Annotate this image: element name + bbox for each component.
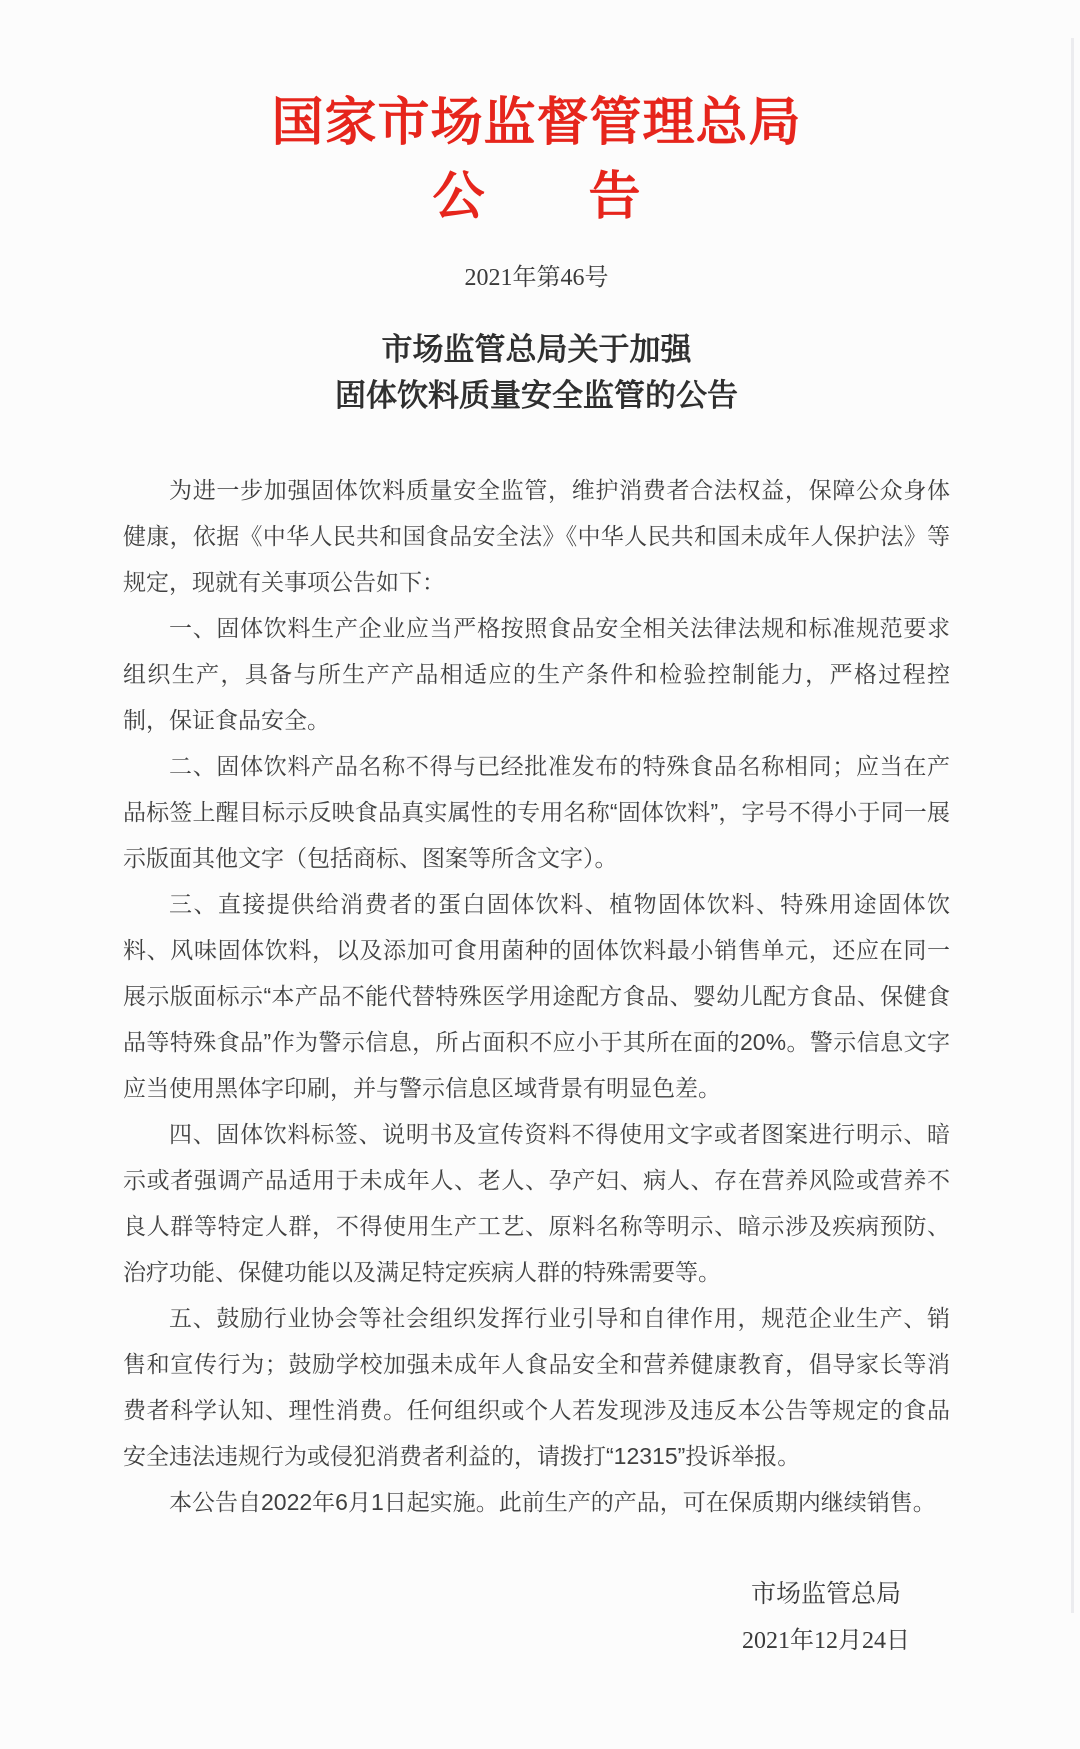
agency-title: 国家市场监督管理总局 — [271, 94, 802, 152]
body-paragraph: 二、固体饮料产品名称不得与已经批准发布的特殊食品名称相同；应当在产品标签上醒目标示反映食品真实属性的专用名称“固体饮料”，字号不得小于同一展示版面其他文字（包括商标、图案等所含文字）。 — [123, 753, 950, 871]
document-body — [123, 467, 950, 1525]
body-paragraph: 五、鼓励行业协会等社会组织发挥行业引导和自律作用，规范企业生产、销售和宣传行为；鼓励学校加强未成年人食品安全和营养健康教育，倡导家长等消费者科学认知、理性消费。任何组织或个人若发现涉及违反本公告等规定的食品安全违法违规行为或侵犯消费者利益的，请拨打“12315”投诉举报。 — [123, 1305, 950, 1469]
doc-number: 2021年第46号 — [464, 265, 609, 291]
body-paragraph: 为进一步加强固体饮料质量安全监管，维护消费者合法权益，保障公众身体健康，依据《中华人民共和国食品安全法》《中华人民共和国未成年人保护法》等规定，现就有关事项公告如下： — [123, 477, 950, 595]
body-paragraph: 本公告自2022年6月1日起实施。此前生产的产品，可在保质期内继续销售。 — [169, 1489, 936, 1515]
signature-date: 2021年12月24日 — [742, 1628, 910, 1654]
body-paragraph: 三、直接提供给消费者的蛋白固体饮料、植物固体饮料、特殊用途固体饮料、风味固体饮料，以及添加可食用菌种的固体饮料最小销售单元，还应在同一展示版面标示“本产品不能代替特殊医学用途配方食品、婴幼儿配方食品、保健食品等特殊食品”作为警示信息，所占面积不应小于其所在面的20%。警示信息文字应当使用黑体字印刷，并与警示信息区域背景有明显色差。 — [123, 891, 950, 1101]
signature-block — [742, 1571, 910, 1665]
notice-type-title: 公 告 — [432, 168, 641, 226]
announcement-title — [123, 327, 950, 419]
document-header — [123, 95, 950, 419]
right-edge-divider — [1071, 38, 1074, 1613]
announcement-title-line1: 市场监管总局关于加强 — [381, 332, 692, 367]
body-paragraph: 一、固体饮料生产企业应当严格按照食品安全相关法律法规和标准规范要求组织生产，具备与所生产产品相适应的生产条件和检验控制能力，严格过程控制，保证食品安全。 — [123, 615, 950, 733]
body-paragraph: 四、固体饮料标签、说明书及宣传资料不得使用文字或者图案进行明示、暗示或者强调产品适用于未成年人、老人、孕产妇、病人、存在营养风险或营养不良人群等特定人群，不得使用生产工艺、原料名称等明示、暗示涉及疾病预防、治疗功能、保健功能以及满足特定疾病人群的特殊需要等。 — [123, 1121, 950, 1285]
announcement-title-line2: 固体饮料质量安全监管的公告 — [335, 378, 738, 413]
signature-issuer: 市场监管总局 — [750, 1580, 901, 1608]
